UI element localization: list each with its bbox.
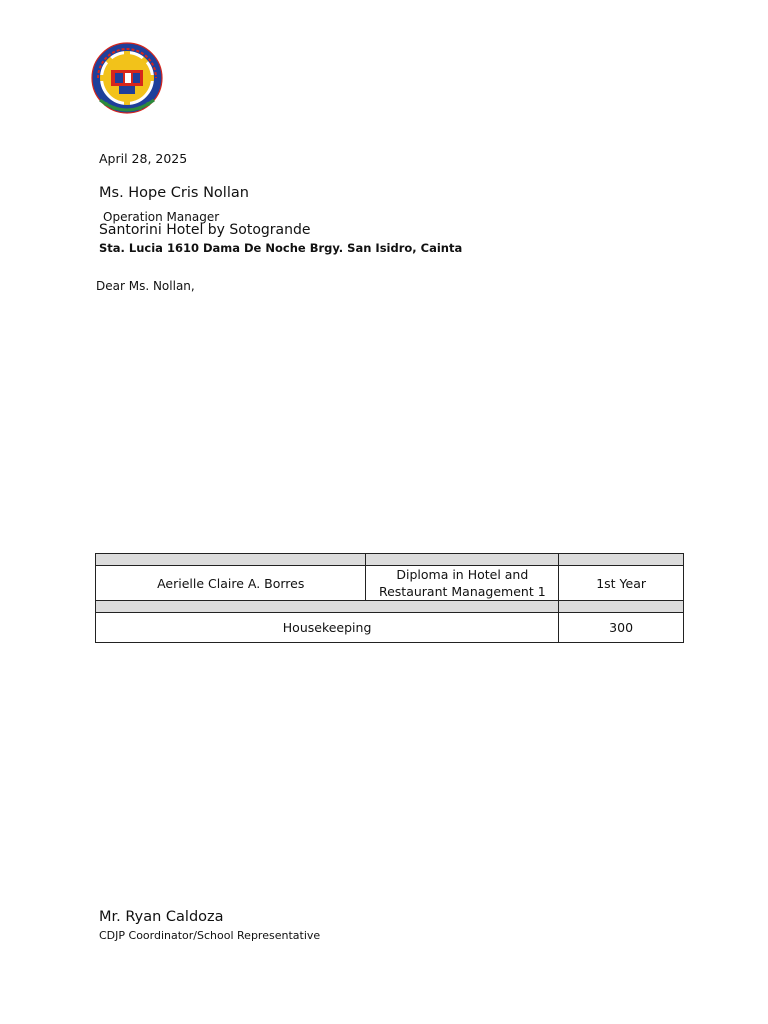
trainee-info-table: [95, 553, 684, 643]
student-name-cell: [96, 566, 366, 601]
company-name: Santorini Hotel by Sotogrande: [99, 222, 311, 238]
salutation: Dear Ms. Nollan,: [96, 279, 195, 293]
hours-cell: [559, 613, 684, 643]
table-row: [96, 566, 684, 601]
table-row: [96, 613, 684, 643]
letter-date: April 28, 2025: [99, 151, 188, 166]
signatory-name: Mr. Ryan Caldoza: [99, 909, 224, 925]
recipient-position: Operation Manager: [103, 210, 220, 224]
department: Housekeeping: [282, 620, 372, 635]
school-seal-logo: [86, 42, 168, 118]
year-level-cell: [559, 566, 684, 601]
recipient-name: Ms. Hope Cris Nollan: [99, 185, 249, 201]
program-cell: [366, 566, 559, 601]
training-hours: 300: [609, 620, 634, 635]
signatory-title: CDJP Coordinator/School Representative: [99, 929, 321, 942]
department-cell: [96, 613, 559, 643]
program-line-2: Restaurant Management 1: [378, 584, 546, 599]
student-name: Aerielle Claire A. Borres: [157, 575, 305, 591]
year-level: 1st Year: [596, 575, 646, 591]
table-header-band: [96, 601, 684, 613]
table-header-band: [96, 554, 684, 566]
company-address: Sta. Lucia 1610 Dama De Noche Brgy. San Isidro, Cainta: [99, 241, 463, 255]
program-line-1: Diploma in Hotel and: [396, 567, 529, 582]
